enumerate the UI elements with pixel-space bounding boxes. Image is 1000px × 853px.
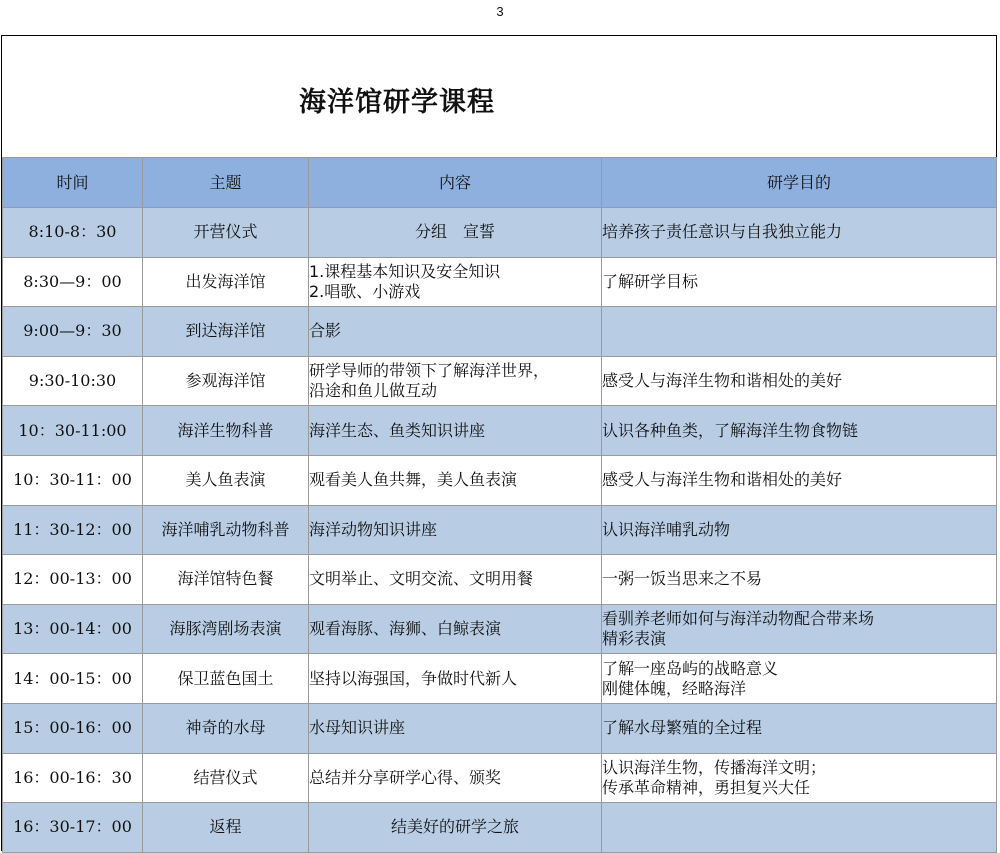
cell-theme: 海洋生物科普 — [143, 406, 309, 456]
cell-time: 9:30-10:30 — [3, 356, 143, 406]
table-row — [3, 257, 997, 307]
table-row — [3, 356, 997, 406]
purpose-line: 了解水母繁殖的全过程 — [602, 718, 763, 738]
cell-time: 15：00-16：00 — [3, 703, 143, 753]
cell-purpose — [602, 208, 997, 258]
content-line: 观看美人鱼共舞，美人鱼表演 — [309, 470, 518, 490]
cell-time: 11：30-12：00 — [3, 505, 143, 555]
header-theme: 主题 — [143, 158, 309, 208]
cell-theme: 返程 — [143, 803, 309, 853]
title-area — [2, 36, 996, 157]
cell-purpose — [602, 505, 997, 555]
cell-purpose — [602, 753, 997, 803]
cell-content — [309, 555, 602, 605]
content-line: 合影 — [309, 321, 342, 341]
cell-time: 10：30-11:00 — [3, 406, 143, 456]
cell-purpose — [602, 703, 997, 753]
cell-theme: 到达海洋馆 — [143, 307, 309, 357]
purpose-line: 感受人与海洋生物和谐相处的美好 — [602, 371, 843, 391]
cell-content — [309, 654, 602, 704]
cell-purpose — [602, 555, 997, 605]
header-content: 内容 — [309, 158, 602, 208]
content-line: 海洋动物知识讲座 — [309, 519, 438, 539]
content-line: 分组 宣誓 — [414, 222, 495, 242]
purpose-line: 了解一座岛屿的战略意义 — [602, 658, 779, 678]
cell-theme: 结营仪式 — [143, 753, 309, 803]
content-line: 1.课程基本知识及安全知识 — [309, 261, 501, 281]
cell-purpose — [602, 406, 997, 456]
content-line: 沿途和鱼儿做互动 — [309, 381, 438, 401]
cell-theme: 开营仪式 — [143, 208, 309, 258]
table-row — [3, 307, 997, 357]
cell-time: 10：30-11：00 — [3, 455, 143, 505]
cell-purpose — [602, 604, 997, 654]
cell-content — [309, 356, 602, 406]
cell-purpose — [602, 654, 997, 704]
cell-purpose — [602, 356, 997, 406]
table-row — [3, 654, 997, 704]
cell-theme: 神奇的水母 — [143, 703, 309, 753]
cell-content — [309, 703, 602, 753]
purpose-line: 认识各种鱼类，了解海洋生物食物链 — [602, 420, 859, 440]
table-row — [3, 406, 997, 456]
cell-content — [309, 505, 602, 555]
cell-time: 13：00-14：00 — [3, 604, 143, 654]
schedule-sheet — [1, 35, 997, 851]
cell-content — [309, 257, 602, 307]
table-header-row — [3, 158, 997, 208]
content-line: 文明举止、文明交流、文明用餐 — [309, 569, 534, 589]
cell-time: 16：00-16：30 — [3, 753, 143, 803]
cell-theme: 美人鱼表演 — [143, 455, 309, 505]
cell-purpose — [602, 455, 997, 505]
table-row — [3, 208, 997, 258]
purpose-line: 精彩表演 — [602, 629, 667, 649]
purpose-line: 看驯养老师如何与海洋动物配合带来场 — [602, 609, 875, 629]
table-row — [3, 505, 997, 555]
cell-content — [309, 803, 602, 853]
purpose-line: 认识海洋生物，传播海洋文明； — [602, 757, 827, 777]
table-row — [3, 555, 997, 605]
schedule-table — [2, 157, 997, 853]
content-line: 总结并分享研学心得、颁奖 — [309, 767, 502, 787]
cell-content — [309, 753, 602, 803]
cell-time: 12：00-13：00 — [3, 555, 143, 605]
content-line: 2.唱歌、小游戏 — [309, 281, 421, 301]
cell-content — [309, 406, 602, 456]
table-row — [3, 803, 997, 853]
content-line: 观看海豚、海狮、白鲸表演 — [309, 619, 502, 639]
cell-content — [309, 307, 602, 357]
purpose-line: 传承革命精神，勇担复兴大任 — [602, 777, 811, 797]
cell-theme: 保卫蓝色国土 — [143, 654, 309, 704]
cell-theme: 参观海洋馆 — [143, 356, 309, 406]
table-row — [3, 703, 997, 753]
purpose-line: 感受人与海洋生物和谐相处的美好 — [602, 470, 843, 490]
cell-content — [309, 455, 602, 505]
cell-content — [309, 604, 602, 654]
cell-time: 9:00—9：30 — [3, 307, 143, 357]
cell-time: 8:30—9：00 — [3, 257, 143, 307]
content-line: 海洋生态、鱼类知识讲座 — [309, 420, 486, 440]
cell-purpose — [602, 307, 997, 357]
page-title: 海洋馆研学课程 — [299, 87, 495, 118]
cell-theme: 海洋哺乳动物科普 — [143, 505, 309, 555]
purpose-line: 刚健体魄，经略海洋 — [602, 678, 747, 698]
table-row — [3, 455, 997, 505]
page-number: 3 — [496, 4, 504, 19]
header-purpose: 研学目的 — [602, 158, 997, 208]
purpose-line: 培养孩子责任意识与自我独立能力 — [602, 222, 843, 242]
cell-theme: 海洋馆特色餐 — [143, 555, 309, 605]
schedule-body — [3, 208, 997, 853]
purpose-line: 认识海洋哺乳动物 — [602, 519, 731, 539]
cell-purpose — [602, 803, 997, 853]
content-line: 结美好的研学之旅 — [390, 817, 519, 837]
cell-theme: 海豚湾剧场表演 — [143, 604, 309, 654]
cell-time: 14：00-15：00 — [3, 654, 143, 704]
purpose-line: 一粥一饭当思来之不易 — [602, 569, 763, 589]
content-line: 坚持以海强国，争做时代新人 — [309, 668, 518, 688]
cell-content — [309, 208, 602, 258]
cell-theme: 出发海洋馆 — [143, 257, 309, 307]
cell-purpose — [602, 257, 997, 307]
purpose-line: 了解研学目标 — [602, 271, 699, 291]
table-row — [3, 604, 997, 654]
cell-time: 8:10-8：30 — [3, 208, 143, 258]
table-row — [3, 753, 997, 803]
cell-time: 16：30-17：00 — [3, 803, 143, 853]
header-time: 时间 — [3, 158, 143, 208]
content-line: 研学导师的带领下了解海洋世界， — [309, 361, 550, 381]
content-line: 水母知识讲座 — [309, 718, 406, 738]
